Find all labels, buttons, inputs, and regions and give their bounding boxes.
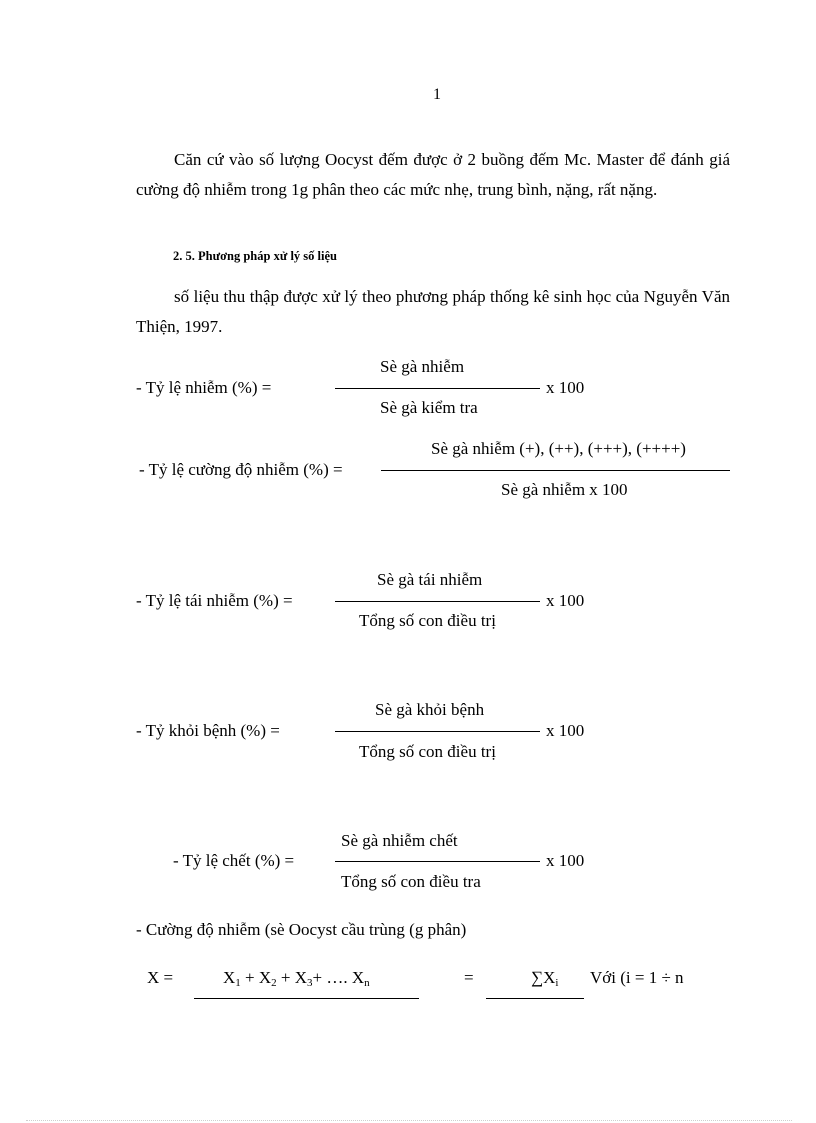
formula-multiplier: x 100 xyxy=(546,378,585,397)
formula-denominator: Sè gà kiểm tra xyxy=(380,398,478,417)
formula-denominator: Tổng số con điều trị xyxy=(359,611,496,630)
fraction-bar xyxy=(486,998,584,999)
formula-numerator: Sè gà nhiễm xyxy=(380,357,465,376)
fraction-bar xyxy=(194,998,419,999)
fraction-bar xyxy=(335,388,540,389)
fraction-bar xyxy=(335,861,540,862)
formula-multiplier: x 100 xyxy=(546,721,585,740)
page-number: 1 xyxy=(433,86,441,103)
intensity-label: - Cường độ nhiễm (sè Oocyst cầu trùng (g phân) xyxy=(136,920,467,939)
paragraph-data-processing: số liệu thu thập được xử lý theo phương pháp thống kê sinh học của Nguyễn Văn Thiện, 1997. xyxy=(136,287,730,336)
formula-numerator: Sè gà tái nhiễm xyxy=(377,570,483,589)
formula-label: - Tỷ lệ tái nhiễm (%) = xyxy=(136,591,293,610)
mean-condition: Với (i = 1 ÷ n xyxy=(590,968,684,987)
formula-numerator: Sè gà nhiễm (+), (++), (+++), (++++) xyxy=(431,439,686,458)
formula-denominator: Sè gà nhiễm x 100 xyxy=(501,480,628,499)
formula-denominator: Tổng số con điều trị xyxy=(359,742,496,761)
fraction-bar xyxy=(335,601,540,602)
mean-lhs: X = xyxy=(147,968,174,987)
formula-denominator: Tổng số con điều tra xyxy=(341,872,481,891)
formula-numerator: Sè gà khỏi bệnh xyxy=(375,700,485,719)
mean-equals: = xyxy=(464,968,474,987)
formula-label: - Tỷ lệ cường độ nhiễm (%) = xyxy=(139,460,343,479)
formula-label: - Tỷ khỏi bệnh (%) = xyxy=(136,721,280,740)
formula-label: - Tỷ lệ chết (%) = xyxy=(173,851,295,870)
sum-expression: $\sum X_i$ xyxy=(531,968,559,989)
fraction-bar xyxy=(381,470,730,471)
fraction-bar xyxy=(335,731,540,732)
paragraph-oocyst-count: Căn cứ vào số lượng Oocyst đếm được ở 2 buồng đếm Mc. Master để đánh giá cường độ nhiễm trong 1g phân theo các mức nhẹ, trung bình, nặng, rất nặng. xyxy=(136,150,730,199)
section-heading: 2. 5. Phương pháp xử lý số liệu xyxy=(173,249,337,263)
formula-multiplier: x 100 xyxy=(546,591,585,610)
formula-label: - Tỷ lệ nhiễm (%) = xyxy=(136,378,272,397)
mean-numerator: $X_1 + X_2 + X_3+$ …. $X_n$ xyxy=(223,968,370,989)
page-bottom-rule xyxy=(26,1120,792,1121)
formula-multiplier: x 100 xyxy=(546,851,585,870)
formula-numerator: Sè gà nhiễm chết xyxy=(341,831,458,850)
